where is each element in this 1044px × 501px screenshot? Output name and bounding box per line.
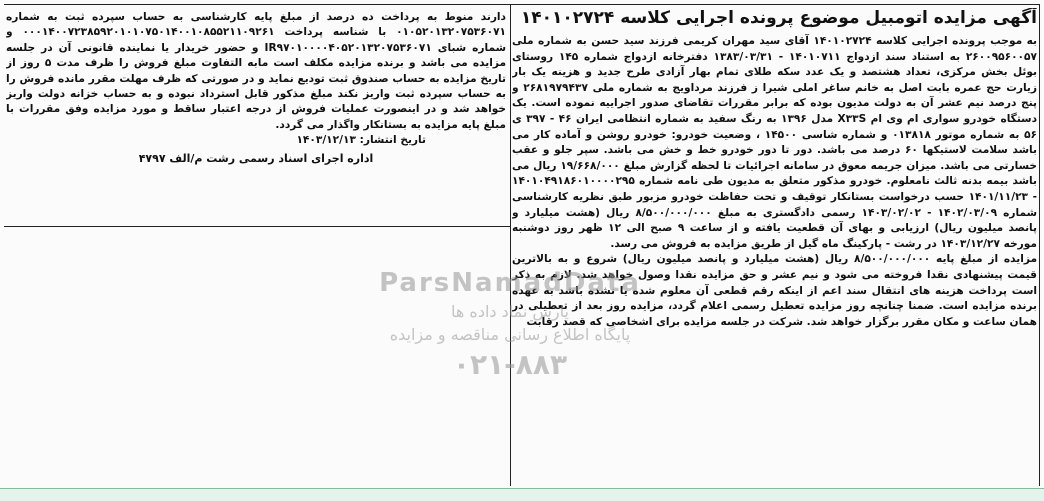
issuing-office: اداره اجرای اسناد رسمی رشت م/الف ۴۷۹۷ [138, 151, 374, 165]
notice-paragraph-continued: دارند منوط به پرداخت ده درصد از مبلغ پایه کارشناسی به حساب سپرده ثبت به شماره ۰۱۰۵۲۰۱۳۲۰۷۵۳۶۰۷۱ با شناسه پرداخت ۰۰۰۱۴۰۰۷۲۳۸۵۹۲۰۱۰۱۰۷۵۰۱۴۰۰۱۰۸۵۵۲۱۱۰۹۲۶۱ و شماره شبای IR۹۷۰۱۰۰۰۰۴۰۵۲۰۱۳۲۰۷۵۳۶۰۷۱ و حضور خریدار یا نماینده قانونی آن در جلسه مزایده می باشد و برنده مزایده مکلف است مابه التفاوت مبلغ فروش را ظرف مدت ۵ روز از تاریخ مزایده به حساب صندوق ثبت تودیع نماید و در صورتی که ظرف مهلت مقرر مانده فروش را به حساب سپرده ثبت واریز نکند مبلغ مذکور قابل استرداد نبوده و به حساب خزانه دولت واریز خواهد شد و در اینصورت عملیات فروش از درجه اعتبار ساقط و مورد مزایده وفق مقررات با مبلغ پایه مزایده به بستانکار واگذار می گردد. [6, 11, 506, 131]
watermark-brand: ParsNamadData [379, 268, 641, 298]
notice-continuation-column [6, 10, 506, 220]
notice-paragraph-2: مزایده از مبلغ پایه ۸/۵۰۰/۰۰۰/۰۰۰ ریال (هشت میلیارد و پانصد میلیون ریال) شروع و به بالاترین قیمت پیشنهادی نقدا فروخته می شود و نیم عشر و حق مزایده نقدا وصول خواهد شد. لازم به ذکر است پرداخت هزینه های انتقال سند اعم از اینکه رقم قطعی آن معلوم شده یا نشده باشد به عهده برنده مزایده است. ضمنا چنانچه روز مزایده تعطیل رسمی اعلام گردد، مزایده روز بعد از تعطیلی در همان ساعت و مکان مقرر برگزار خواهد شد. شرکت در جلسه مزایده برای اشخاصی که قصد رقابت [512, 253, 1037, 328]
frame-column-divider [510, 4, 511, 486]
frame-right-edge [1039, 4, 1040, 486]
bottom-bar [0, 488, 1044, 501]
publish-date: تاریخ انتشار: ۱۴۰۳/۱۲/۱۳ [296, 134, 426, 147]
watermark-line-1: پارس نماد داده ها [451, 302, 569, 321]
notice-paragraph-1: به موجب پرونده اجرایی کلاسه ۱۴۰۱۰۲۷۲۴ آقای سید مهران کریمی فرزند سید حسن به شماره ملی ۲۶۰۰۹۵۶۰۰۵۷ به استناد سند ازدواج ۱۴۰۱۰۷۱۱ - ۱۳۸۳/۰۳/۳۱ دفترخانه ازدواج شماره ۱۴۵ روستای بوئل بخش مرکزی، تعداد هشتصد و یک عدد سکه طلای تمام بهار آزادی طرح جدید و هزینه یک بار زیارت حج عمره بابت اصل به خانم ساغر املی شیرا ز فرزند مرداویج به شماره ملی ۲۶۸۱۹۷۹۴۳۷ و پنج درصد نیم عشر آن به دولت مدیون بوده که برابر مقررات تقاضای صدور اجراییه نموده است. یک دستگاه خودرو سواری ام وی ام X۳۳S مدل ۱۳۹۶ به رنگ سفید به شماره انتظامی ایران ۴۶ - ۳۹۷ ی ۵۶ به شماره موتور ۰۱۳۸۱۸ و شماره شاسی ۱۴۵۰۰ ، وضعیت خودرو: خودرو روشن و آماده کار می باشد سلامت لاستیکها ۶۰ درصد می باشد. دور تا دور خودرو خط و خش می باشد. سپر جلو و عقب خسارتی می باشد. میزان جریمه معوق در سامانه اجرائیات تا لحظه گزارش مبلغ ۱۹/۶۶۸/۰۰۰ ریال می باشد بیمه بدنه ثالث نامعلوم. خودرو مذکور متعلق به مدیون طی نامه شماره ۱۴۰۱۰۴۹۱۸۶۰۱۰۰۰۰۲۹۵ - ۱۴۰۱/۱۱/۲۳ حسب درخواست بستانکار توقیف و تحت حفاظت خودرو مزبور طبق نظریه کارشناسی شماره ۱۴۰۲/۰۳/۰۹ - ۱۴۰۳/۰۲/۰۲ رسمی دادگستری به مبلغ ۸/۵۰۰/۰۰۰/۰۰۰ ریال (هشت میلیارد و پانصد میلیون ریال) ارزیابی و بهای آن قطعیت یافته و از ساعت ۹ صبح الی ۱۲ ظهر روز دوشنبه مورخه ۱۴۰۳/۱۲/۲۷ در رشت - پارکینگ ماه گیل از طریق مزایده به فروش می رسد. [512, 35, 1037, 250]
watermark-phone: ۰۲۱-۸۸۳ [452, 348, 568, 381]
frame-top-line [4, 4, 1040, 5]
notice-title: آگهی مزایده اتومبیل موضوع پرونده اجرایی کلاسه ۱۴۰۱۰۲۷۲۴ [520, 8, 1037, 28]
left-column-bottom-line [4, 226, 510, 227]
watermark-line-2: پایگاه اطلاع رسانی مناقصه و مزایده [389, 325, 631, 344]
notice-main-column [512, 8, 1037, 486]
